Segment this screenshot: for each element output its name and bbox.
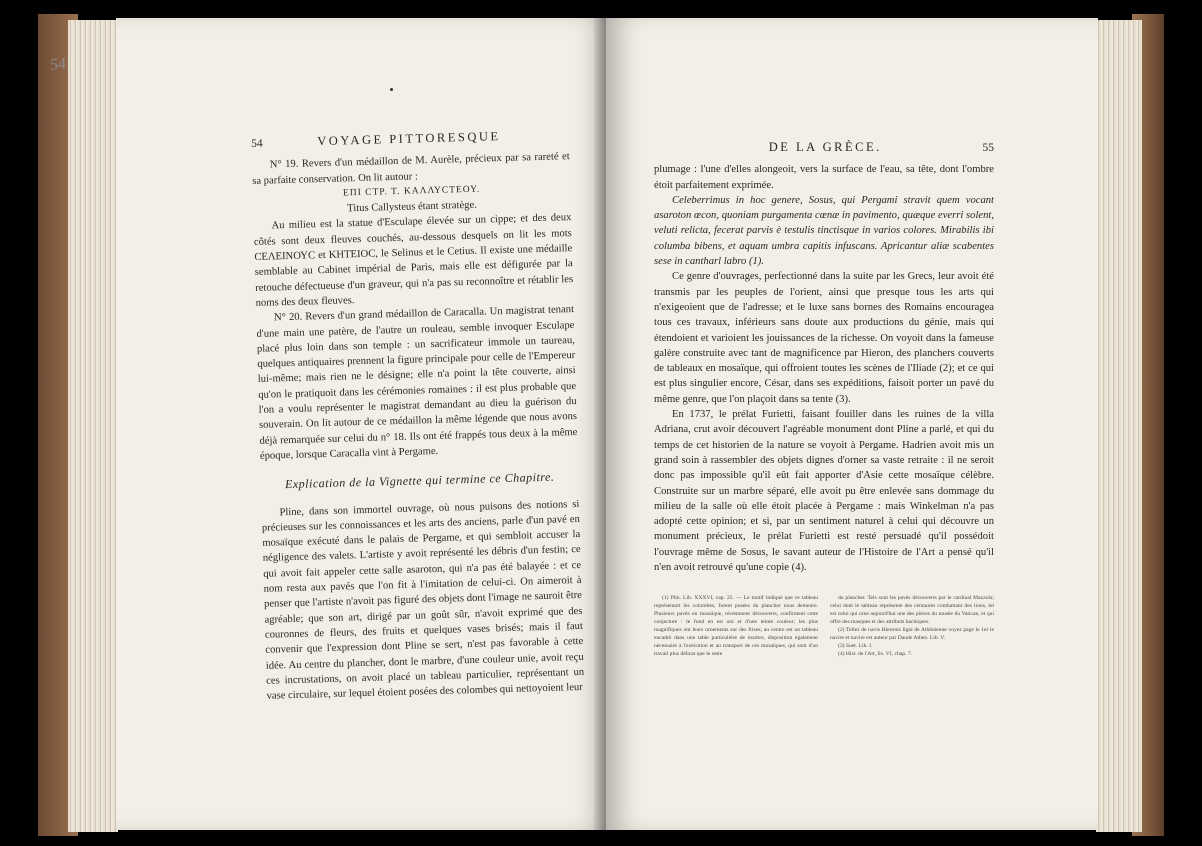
footnotes <box>654 594 994 658</box>
left-page-text <box>251 127 585 704</box>
footnote: du plancher. Tels sont les pavés découverts par le cardinal Mazzola; celui dont le tableau représente des centaures combattant des lions, tel est celui qui orne aujourd'hui une des pièces du musée du Vatican, et qui offre des masques et des attributs bachiques. <box>830 595 994 626</box>
footnote-separator <box>654 589 994 590</box>
footnote: (1) Plin. Lib. XXXVI, cap. 25. — Le motif indiqué que ce tableau représentoit les colombes, furent posées du plancher nous demeure. Plusieurs pavés en mosaïque, récemment découverts, confirment cette conjecture : le fond en est uni et d'une teinte couleur; les plus magnifiques ont leurs ornements sur des frises; au centre est un tableau encadré dans une table particulière de marbre, disposition également nécessaire à l'exécution et au transport de ces mosaïques, qui sont d'un travail plus délicat que le reste <box>654 595 818 658</box>
paragraph: plumage : l'une d'elles alongeoit, vers la surface de l'eau, sa tête, dont l'ombre étoit parfaitement exprimée. <box>654 164 994 191</box>
inscription-translation: Titus Callysteus étant stratège. <box>347 199 478 215</box>
ink-dot <box>390 88 393 91</box>
right-page <box>606 18 1098 830</box>
paragraph: N° 20. Revers d'un grand médaillon de Caracalla. Un magistrat tenant d'une main une patère, de l'autre un rouleau, semble invoquer Esculape placé plus loin dans son temple : un sacrificateur immole un taureau, quelques antiquaires prennent la figure principale pour celle de l'Empereur lui-même; mais rien ne le désigne; elle n'a point la tête couverte, ainsi qu'on le pratiquoit dans les cérémonies romaines : il est plus probable que l'on a voulu représenter le magistrat demandant au dieu la guérison du souverain. On lit autour de ce médaillon la même légende que nous avons déjà remarquée sur celui du n° 18. Ils ont été frappés tous deux à la même époque, lorsque Caracalla vint à Pergame. <box>256 304 578 462</box>
latin-quote: Celeberrimus in hoc genere, Sosus, qui Pergami stravit quem vocant asaroton œcon, quoniam purgamenta cœnæ in pavimento, quæque everri solent, veluti relicta, fecerat parvis è testulis tinctisque in varios colores. Mirabilis ibi columba bibens, et aquam umbra capitis infuscans. Apricantur aliæ scabentes sese in cantharl labro (1). <box>654 194 994 268</box>
page-number: 55 <box>982 142 994 154</box>
right-running-head <box>654 140 994 156</box>
paragraph: Ce genre d'ouvrages, perfectionné dans la suite par les Grecs, leur avoit été transmis par les peuples de l'orient, ainsi que presque tous les arts qui n'exigeoient que de l'adresse; et le luxe sans bornes des Romains encouragea tous ces travaux, inférieurs sans doute aux productions du génie, mais qui étendoient et varioient les jouissances de la richesse. On voyoit dans la fameuse galère construite avec tant de magnificence par Hieron, des planchers couverts de tableaux en mosaïque, qui offroient toutes les scènes de l'Iliade (2); et ce qui est plus singulier encore, César, dans ses expéditions, faisoit porter un pavé du même genre, que l'on plaçoit dans sa tente (3). <box>654 271 994 405</box>
open-book <box>38 14 1164 836</box>
left-page-edges <box>68 20 118 832</box>
running-title: VOYAGE PITTORESQUE <box>317 129 501 149</box>
footnote: (2) Tellez de navis Hieronis ligni de Athénienne voyez page le 1er le navire et navire est auteur par Daude Athen. Lib. V. <box>830 627 994 642</box>
footnote-column-left <box>654 594 818 658</box>
paragraph: N° 19. Revers d'un médaillon de M. Aurèle, précieux par sa rareté et sa parfaite conservation. On lit autour : <box>252 151 570 187</box>
left-running-head <box>251 127 569 152</box>
right-page-edges <box>1096 20 1142 832</box>
footnote-column-right <box>830 594 994 658</box>
page-number: 54 <box>251 137 263 150</box>
inscription: ΕΠΙ ϹΤΡ. Τ. ΚΑΛΛΥϹΤΕΟΥ. <box>342 184 481 199</box>
running-title: DE LA GRÈCE. <box>768 140 882 154</box>
left-page <box>116 18 610 830</box>
section-title: Explication de la Vignette qui termine ce Chapitre. <box>284 469 555 492</box>
paragraph: Pline, dans son immortel ouvrage, où nous puisons des notions si précieuses sur les connoissances et les arts des anciens, parle d'un pavé en mosaïque exécuté dans le palais de Pergame, et qui sembloit accuser la négligence des valets. L'artiste y avoit représenté les débris d'un festin; ce qui avoit fait appeler cette salle asaroton, qui n'a pas été balayée : et ce nom resta aux pavés que l'on fit à l'imitation de celui-ci. On aimeroit à penser que l'artiste n'avoit pas figuré des objets dont l'image ne sauroit être agréable; que son art, dirigé par un goût sûr, n'avoit exprimé que des couronnes de fleurs, des fruits et quelques vases brisés; mais il faut convenir que l'expression dont Pline se sert, n'est pas favorable à cette idée. Au centre du plancher, dont le marbre, d'une couleur unie, avoit reçu ces incrustations, on avoit placé un tableau particulier, représentant un vase circulaire, sur lequel étoient posées des colombes qui nettoyoient leur <box>261 498 585 702</box>
footnote: (4) Hist. de l'Art, liv. VI, chap. 7. <box>838 651 913 658</box>
footnote: (3) Suet. Lib. I. <box>838 643 873 650</box>
right-page-text <box>654 140 994 658</box>
paragraph: En 1737, le prélat Furietti, faisant fouiller dans les ruines de la villa Adriana, crut avoir découvert l'agréable monument dont Pline a parlé, et qui du temps de cet historien de la nature se voyoit à Pergame. Hadrien avoit mis un grand soin à rassembler des objets dignes d'orner sa vaste retraite : il ne seroit donc pas impossible qu'il eût fait apporter d'Asie cette mosaïque célèbre. Construite sur un marbre séparé, elle avoit pu être enlevée sans dommage du milieu de la salle où elle étoit placée à Pergame : mais Winkelman n'a pas adopté cette opinion; et si, par un sentiment naturel à celui qui découvre un monument précieux, le prélat Furietti est resté persuadé qu'il possédoit l'ouvrage même de Sosus, le savant auteur de l'Histoire de l'Art a pensé qu'il n'en avoit retrouvé qu'une copie (4). <box>654 409 994 574</box>
paragraph: Au milieu est la statue d'Esculape élevée sur un cippe; et des deux côtés sont deux fleuves couchés, au-dessous desquels on lit les mots ϹΕΛΕΙΝΟΥϹ et ΚΗΤΕΙΟϹ, le Selinus et le Cetius. Il existe une médaille semblable au Cabinet impérial de Paris, mais elle est défigurée par la retouche défectueuse d'un graveur, qui n'a pas su reconnoître et rétablir les noms des deux fleuves. <box>253 212 574 309</box>
pencil-mark: 54 <box>49 55 67 74</box>
